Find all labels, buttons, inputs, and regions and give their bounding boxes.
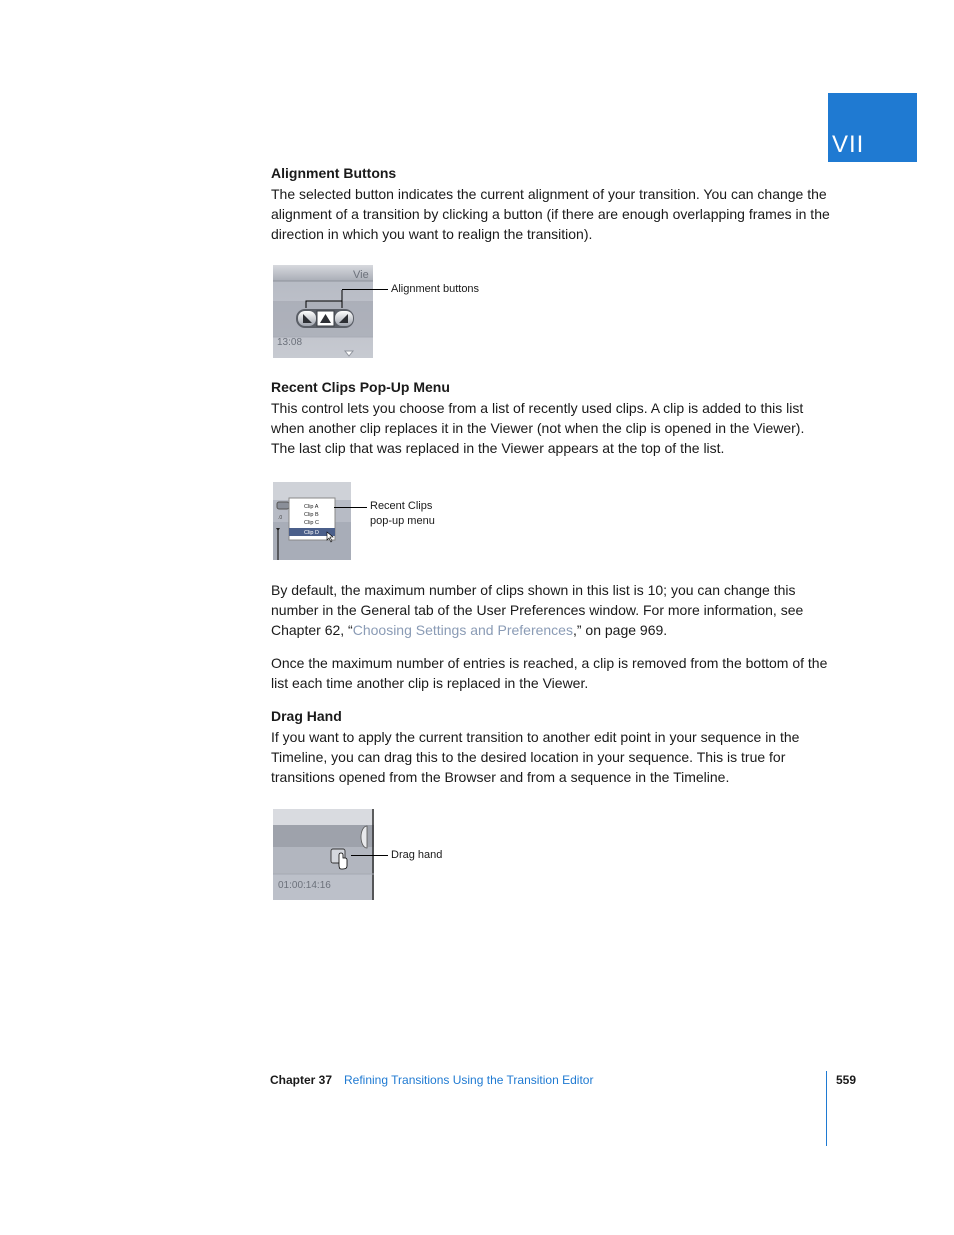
alignment-buttons-heading: Alignment Buttons: [271, 165, 397, 181]
footer-chapter-title[interactable]: Refining Transitions Using the Transition Editor: [344, 1073, 594, 1087]
recent-clips-screenshot: [273, 482, 351, 560]
viewer-tab-label: Vie: [353, 269, 369, 281]
recent-clips-callout: Recent Clips pop-up menu: [370, 500, 435, 527]
part-number: VII: [832, 131, 865, 158]
max-clips-body: By default, the maximum number of clips shown in this list is 10; you can change this number in the General tab of the User Preferences window. For more information, see Chapter 62, “Choosing Settings and Preferences,” on page 969.: [271, 582, 804, 638]
recent-clips-body: This control lets you choose from a list of recently used clips. A clip is added to this list when another clip replaces it in the Viewer (not when the clip is opened in the Viewer). The last clip that was replaced in the Viewer appears at the top of the list.: [271, 400, 805, 456]
removal-body: Once the maximum number of entries is reached, a clip is removed from the bottom of the list each time another clip is replaced in the Viewer.: [271, 655, 828, 691]
drag-hand-callout: Drag hand: [391, 849, 443, 861]
alignment-callout-line: [342, 289, 388, 290]
footer-chapter-label: Chapter 37: [270, 1073, 333, 1087]
menu-item[interactable]: Clip C: [304, 520, 319, 526]
drag-hand-body: If you want to apply the current transition to another edit point in your sequence in the Timeline, you can drag this to the desired location in your sequence. This is true for transitions opened from the Browser and from a sequence in the Timeline.: [271, 729, 800, 785]
menu-item-selected[interactable]: Clip D: [304, 530, 319, 536]
align-end-button[interactable]: [335, 311, 353, 326]
timecode-display: 13:08: [277, 337, 303, 348]
recent-clips-heading: Recent Clips Pop-Up Menu: [271, 379, 450, 395]
alignment-callout: Alignment buttons: [391, 283, 480, 295]
align-start-button[interactable]: [298, 311, 316, 326]
page-number: 559: [836, 1073, 857, 1087]
alignment-buttons-screenshot: [273, 265, 373, 358]
cross-reference-link[interactable]: Choosing Settings and Preferences: [352, 622, 573, 638]
drag-hand-heading: Drag Hand: [271, 708, 342, 724]
menu-item[interactable]: Clip B: [304, 512, 319, 518]
recent-clips-callout-line: [334, 507, 367, 508]
timeline-timecode: 01:00:14:16: [278, 880, 331, 891]
alignment-buttons-body: The selected button indicates the current alignment of your transition. You can change the alignment of a transition by clicking a button (if there are enough overlapping frames in the direction in which you want to realign the transition).: [271, 186, 830, 242]
align-center-button[interactable]: [317, 311, 334, 326]
svg-text:.0: .0: [278, 515, 283, 521]
part-tab: [828, 93, 917, 162]
footer-divider: [826, 1071, 827, 1146]
menu-item[interactable]: Clip A: [304, 504, 319, 510]
drag-hand-callout-line: [351, 855, 388, 856]
